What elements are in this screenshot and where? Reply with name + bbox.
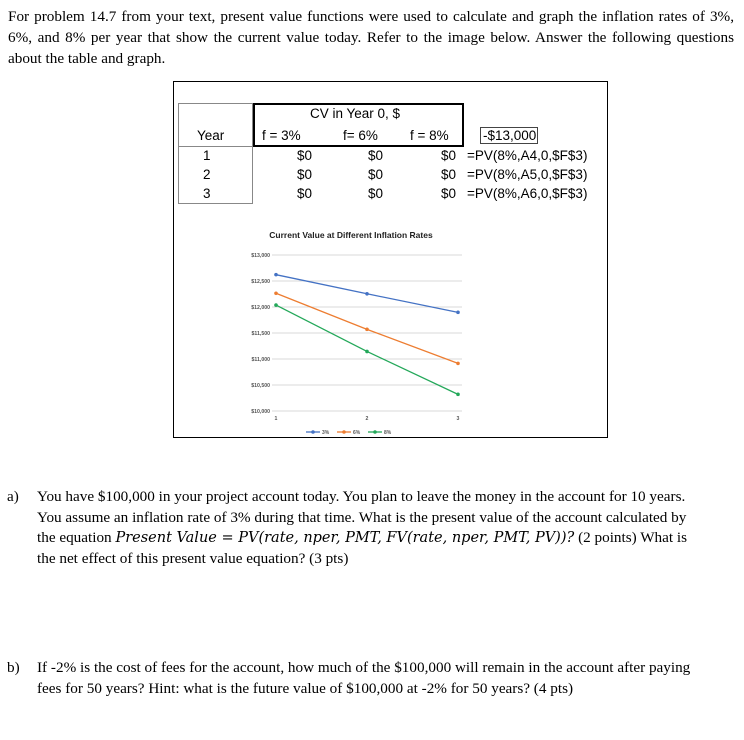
y-tick-label: $11,000 [251,357,270,363]
cv-cell: $0 [441,167,457,182]
formula-cell: =PV(8%,A5,0,$F$3) [467,167,588,182]
y-tick-label: $13,000 [251,253,270,259]
y-tick-label: $10,500 [251,383,270,389]
data-point-6% [456,362,460,366]
rate-header-6: f= 6% [343,128,378,143]
cv-cell: $0 [368,148,384,163]
formula-cell: =PV(8%,A6,0,$F$3) [467,186,588,201]
data-point-3% [365,292,369,296]
data-point-3% [456,311,460,315]
cv-cell: $0 [297,186,313,201]
legend-marker-3% [311,430,315,434]
data-point-8% [456,393,460,397]
data-point-8% [365,350,369,354]
question-b [7,658,707,699]
formula-cell: =PV(8%,A4,0,$F$3) [467,148,588,163]
inflation-line-chart [236,225,466,435]
rate-header-8: f = 8% [410,128,449,143]
legend-marker-6% [342,430,346,434]
data-point-3% [274,273,278,277]
y-tick-label: $11,500 [251,331,270,337]
legend-label: 8% [384,430,392,435]
year-cell: 3 [203,186,211,201]
data-point-6% [365,328,369,332]
question-a-label: a) [7,488,19,505]
chart-title: Current Value at Different Inflation Rates [269,230,433,240]
table-left-border [178,103,179,204]
intro-paragraph: For problem 14.7 from your text, present value functions were used to calculate and graph the inflation rates of 3%, 6%, and 8% per year that show the current value today. Refer to the image below. Answer the following questions about the table and graph. [8,8,734,67]
cv-cell: $0 [297,167,313,182]
y-tick-label: $12,000 [251,305,270,311]
x-tick-label: 1 [274,416,278,422]
x-tick-label: 3 [456,416,460,422]
data-point-8% [274,303,278,307]
question-b-text: If -2% is the cost of fees for the account, how much of the $100,000 will remain in the account after paying fees for 50 years? Hint: what is the future value of $100,000 at -2% for 50 years? (4 pts) [37,659,691,697]
cv-cell: $0 [441,186,457,201]
year-header: Year [197,128,225,143]
rate-header-3: f = 3% [262,128,301,143]
present-value-equation: Present Value = PV(rate, nper, PMT, FV(rate, nper, PMT, PV))? [115,530,575,546]
year-cell: 1 [203,148,211,163]
y-tick-label: $12,500 [251,279,270,285]
cv-cell: $0 [368,167,384,182]
x-tick-label: 2 [365,416,369,422]
cv-cell: $0 [368,186,384,201]
header-divider [178,146,253,147]
rate-cell: -$13,000 [483,128,537,143]
cv-cell: $0 [441,148,457,163]
legend-label: 6% [353,430,361,435]
question-a-text-1: You have $100,000 in your project account today. You plan to leave the money in the account for 10 years. You assume an inflation rate of 3% during that time. What is the present value of the account calculated by the equation [37,488,687,546]
legend-marker-8% [373,430,377,434]
year-column-box [178,103,253,204]
year-cell: 2 [203,167,211,182]
table-and-chart-figure [173,81,608,438]
y-tick-label: $10,000 [251,409,270,415]
cv-group-header: CV in Year 0, $ [310,106,401,121]
question-a [7,487,707,569]
table-top-border [178,103,253,104]
question-a-text-2: (2 points) What is the net effect of this present value equation? (3 pts) [37,529,688,567]
data-point-6% [274,291,278,295]
cv-cell: $0 [297,148,313,163]
legend-label: 3% [322,430,330,435]
question-b-label: b) [7,659,20,676]
